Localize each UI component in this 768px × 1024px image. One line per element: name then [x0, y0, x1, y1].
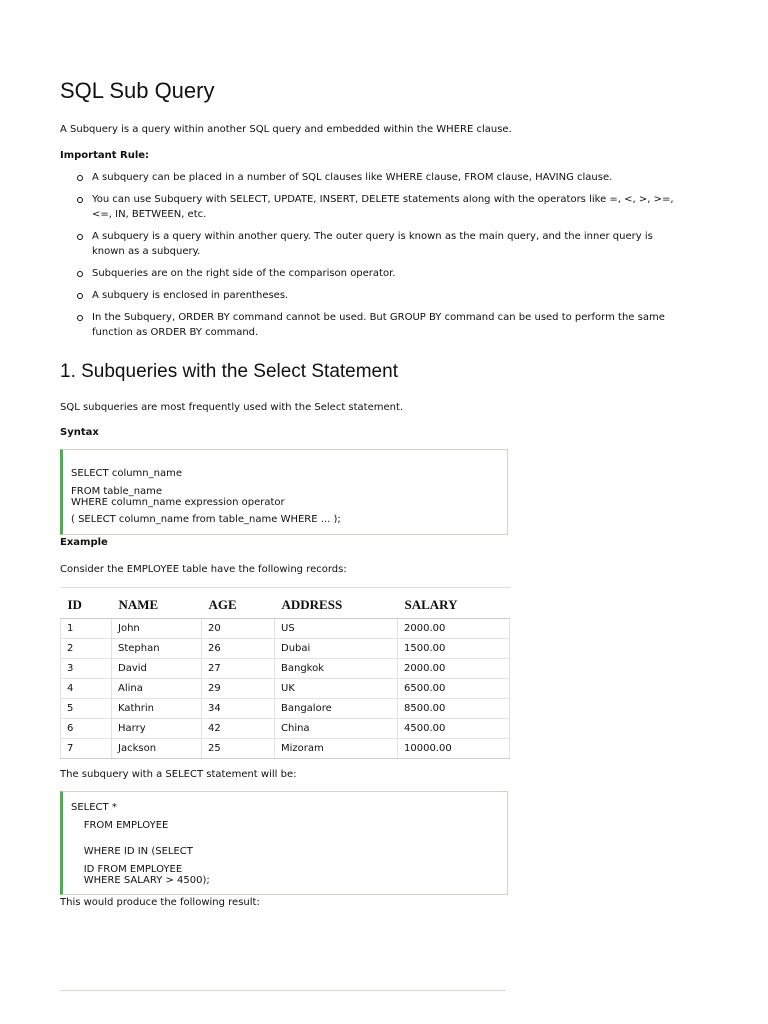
table-cell: UK: [275, 679, 398, 699]
table-cell: Stephan: [112, 639, 202, 659]
table-cell: Alina: [112, 679, 202, 699]
code-line: WHERE SALARY > 4500);: [71, 875, 210, 886]
list-item: You can use Subquery with SELECT, UPDATE, INSERT, DELETE statements along with the operators like =, <, >, >=, <=, IN, BETWEEN, etc.: [60, 192, 680, 222]
table-cell: John: [112, 619, 202, 639]
table-cell: US: [275, 619, 398, 639]
table-row: [61, 739, 510, 759]
code-line: FROM EMPLOYEE: [71, 820, 169, 831]
code-line: ID FROM EMPLOYEE: [71, 864, 183, 875]
syntax-label: Syntax: [60, 427, 99, 438]
column-header: ADDRESS: [275, 588, 398, 619]
column-header: AGE: [202, 588, 275, 619]
table-cell: Bangalore: [275, 699, 398, 719]
table-cell: Bangkok: [275, 659, 398, 679]
subquery-code-block: [60, 791, 508, 895]
column-header: NAME: [112, 588, 202, 619]
table-cell: 6500.00: [398, 679, 510, 699]
table-cell: 29: [202, 679, 275, 699]
table-cell: 10000.00: [398, 739, 510, 759]
table-cell: 7: [61, 739, 112, 759]
table-cell: 2000.00: [398, 619, 510, 639]
table-cell: 6: [61, 719, 112, 739]
table-cell: Jackson: [112, 739, 202, 759]
subquery-paragraph: The subquery with a SELECT statement will be:: [60, 769, 297, 780]
table-row: [61, 719, 510, 739]
list-item: In the Subquery, ORDER BY command cannot be used. But GROUP BY command can be used to perform the same function as ORDER BY command.: [60, 310, 680, 340]
table-header-row: [61, 588, 510, 619]
code-line: ( SELECT column_name from table_name WHERE ... );: [71, 514, 341, 525]
column-header: SALARY: [398, 588, 510, 619]
table-row: [61, 679, 510, 699]
table-row: [61, 619, 510, 639]
table-cell: 5: [61, 699, 112, 719]
table-cell: 20: [202, 619, 275, 639]
table-cell: Harry: [112, 719, 202, 739]
table-cell: 26: [202, 639, 275, 659]
code-line: WHERE ID IN (SELECT: [71, 846, 193, 857]
table-cell: 2000.00: [398, 659, 510, 679]
table-cell: Dubai: [275, 639, 398, 659]
code-line: SELECT column_name: [71, 468, 182, 479]
table-cell: 2: [61, 639, 112, 659]
code-line: SELECT *: [71, 802, 117, 813]
list-item: A subquery can be placed in a number of SQL clauses like WHERE clause, FROM clause, HAVING clause.: [60, 170, 680, 185]
table-cell: Mizoram: [275, 739, 398, 759]
table-cell: 4: [61, 679, 112, 699]
example-label: Example: [60, 537, 108, 548]
table-row: [61, 659, 510, 679]
table-cell: China: [275, 719, 398, 739]
table-row: [61, 639, 510, 659]
code-line: WHERE column_name expression operator: [71, 497, 285, 508]
table-cell: 1500.00: [398, 639, 510, 659]
table-cell: 3: [61, 659, 112, 679]
employee-table: [60, 587, 510, 759]
table-cell: Kathrin: [112, 699, 202, 719]
table-cell: 27: [202, 659, 275, 679]
table-cell: 25: [202, 739, 275, 759]
syntax-code-block: [60, 449, 508, 535]
table-cell: 8500.00: [398, 699, 510, 719]
table-cell: 42: [202, 719, 275, 739]
table-cell: 1: [61, 619, 112, 639]
table-row: [61, 699, 510, 719]
example-paragraph: Consider the EMPLOYEE table have the following records:: [60, 564, 347, 575]
result-paragraph: This would produce the following result:: [60, 897, 260, 908]
table-cell: 34: [202, 699, 275, 719]
footer-divider: [60, 990, 506, 991]
column-header: ID: [61, 588, 112, 619]
section-heading: 1. Subqueries with the Select Statement: [60, 361, 398, 382]
table-cell: David: [112, 659, 202, 679]
list-item: A subquery is enclosed in parentheses.: [60, 288, 680, 303]
list-item: A subquery is a query within another query. The outer query is known as the main query, and the inner query is known as a subquery.: [60, 229, 680, 259]
table-cell: 4500.00: [398, 719, 510, 739]
rules-list: [60, 170, 680, 347]
important-rule-label: Important Rule:: [60, 150, 150, 161]
section-paragraph: SQL subqueries are most frequently used with the Select statement.: [60, 402, 404, 413]
page-title: SQL Sub Query: [60, 78, 215, 103]
code-line: FROM table_name: [71, 486, 163, 497]
intro-paragraph: A Subquery is a query within another SQL query and embedded within the WHERE clause.: [60, 124, 512, 135]
list-item: Subqueries are on the right side of the comparison operator.: [60, 266, 680, 281]
